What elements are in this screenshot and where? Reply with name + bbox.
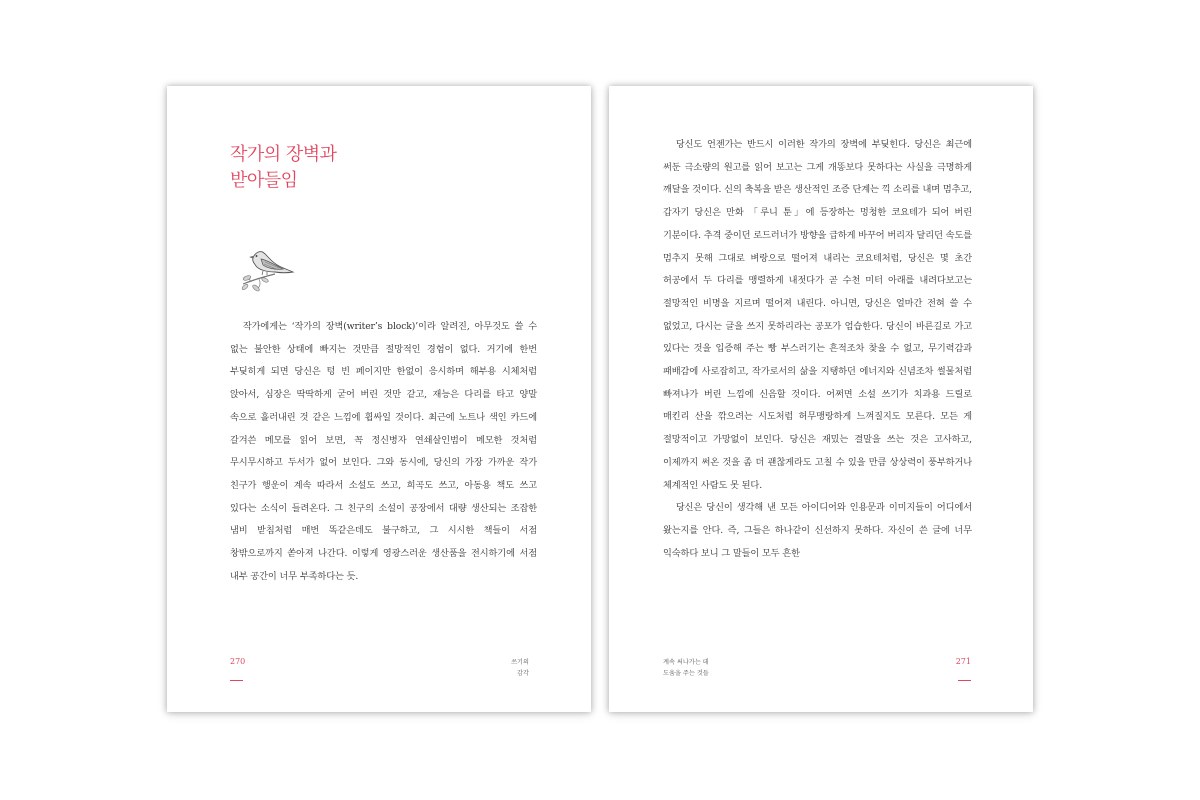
- folio-rule: [230, 680, 243, 681]
- bird-illustration-icon: [239, 244, 295, 292]
- running-head-line-2: 감각: [517, 670, 529, 677]
- folio-rule: [958, 680, 971, 681]
- running-head-line-1: 쓰기의: [511, 659, 529, 666]
- chapter-title: [230, 142, 337, 194]
- running-head-line-1: 계속 써나가는 데: [663, 659, 709, 666]
- running-head-line-2: 도움을 주는 것들: [663, 670, 709, 677]
- page-number: 271: [955, 657, 971, 666]
- left-page: [167, 86, 591, 712]
- paragraph: 작가에게는 ‘작가의 장벽(writer’s block)’이라 알려진, 아무것도 쓸 수 없는 불안한 상태에 빠지는 것만큼 절망적인 경험이 없다. 거기에 한번 부딪히게 되면 당신은 텅 빈 페이지만 한없이 응시하며 해부용 시체처럼 앉아서, 심장은 딱딱하게 굳어 버린 것만 같고, 재능은 다리를 타고 양말 속으로 흘러내린 것 같은 느낌에 휩싸일 것이다. 최근에 노트나 색인 카드에 갈겨쓴 메모를 읽어 보면, 꼭 정신병자 연쇄살인범이 메모한 것처럼 무시무시하고 두서가 없어 보인다. 그와 동시에, 당신의 가장 가까운 작가 친구가 행운이 계속 따라서 소설도 쓰고, 희곡도 쓰고, 아동용 책도 쓰고 있다는 소식이 들려온다. 그 친구의 소설이 공장에서 대량 생산되는 조잡한 냄비 받침처럼 매번 똑같은데도 불구하고, 그 시시한 책들이 서점 창밖으로까지 쏟아져 나간다. 이렇게 영광스러운 생산품을 전시하기에 서점 내부 공간이 너무 부족하다는 듯.: [230, 321, 537, 582]
- running-head: [511, 657, 529, 679]
- left-body-text: [230, 316, 537, 588]
- chapter-title-line-2: 받아들임: [230, 170, 298, 191]
- right-page: [609, 86, 1033, 712]
- paragraph: 당신은 당신이 생각해 낸 모든 아이디어와 인용문과 이미지들이 어디에서 왔는지를 안다. 즉, 그들은 하나같이 신선하지 못하다. 자신이 쓴 글에 너무 익숙하다 보니 그 말들이 모두 흔한: [663, 502, 972, 559]
- chapter-title-line-1: 작가의 장벽과: [230, 144, 337, 165]
- page-number: 270: [230, 657, 246, 666]
- paragraph: 당신도 언젠가는 반드시 이러한 작가의 장벽에 부딪힌다. 당신은 최근에 써둔 극소량의 원고를 읽어 보고는 그게 개똥보다 못하다는 사실을 극명하게 깨달을 것이다. 신의 축복을 받은 생산적인 조증 단계는 끽 소리를 내며 멈추고, 갑자기 당신은 만화 「루니 툰」에 등장하는 멍청한 코요테가 되어 버린 기분이다. 추격 중이던 로드러너가 방향을 급하게 바꾸어 버리자 달리던 속도를 멈추지 못해 그대로 벼랑으로 떨어져 내리는 코요테처럼, 당신은 몇 초간 허공에서 두 다리를 맹렬하게 내젓다가 곧 수천 미터 아래를 내려다보고는 절망적인 비명을 지르며 떨어져 내린다. 아니면, 당신은 얼마간 전혀 쓸 수 없었고, 다시는 글을 쓰지 못하리라는 공포가 엄습한다. 당신이 바른길로 가고 있다는 것을 입증해 주는 빵 부스러기는 흔적조차 찾을 수 없고, 무기력감과 패배감에 사로잡히고, 작가로서의 삶을 지탱하던 에너지와 신념조차 썰물처럼 빠져나가 버린 느낌에 신음할 것이다. 어쩌면 소설 쓰기가 치과용 드릴로 매킨리 산을 깎으려는 시도처럼 허무맹랑하게 느껴질지도 모른다. 모든 게 절망적이고 가망없이 보인다. 당신은 재밌는 결말을 쓰는 것은 고사하고, 이제까지 써온 것을 좀 더 괜찮게라도 고칠 수 있을 만큼 상상력이 풍부하거나 체계적인 사람도 못 된다.: [663, 139, 973, 491]
- right-body-text: [663, 134, 972, 565]
- running-head: [663, 657, 709, 679]
